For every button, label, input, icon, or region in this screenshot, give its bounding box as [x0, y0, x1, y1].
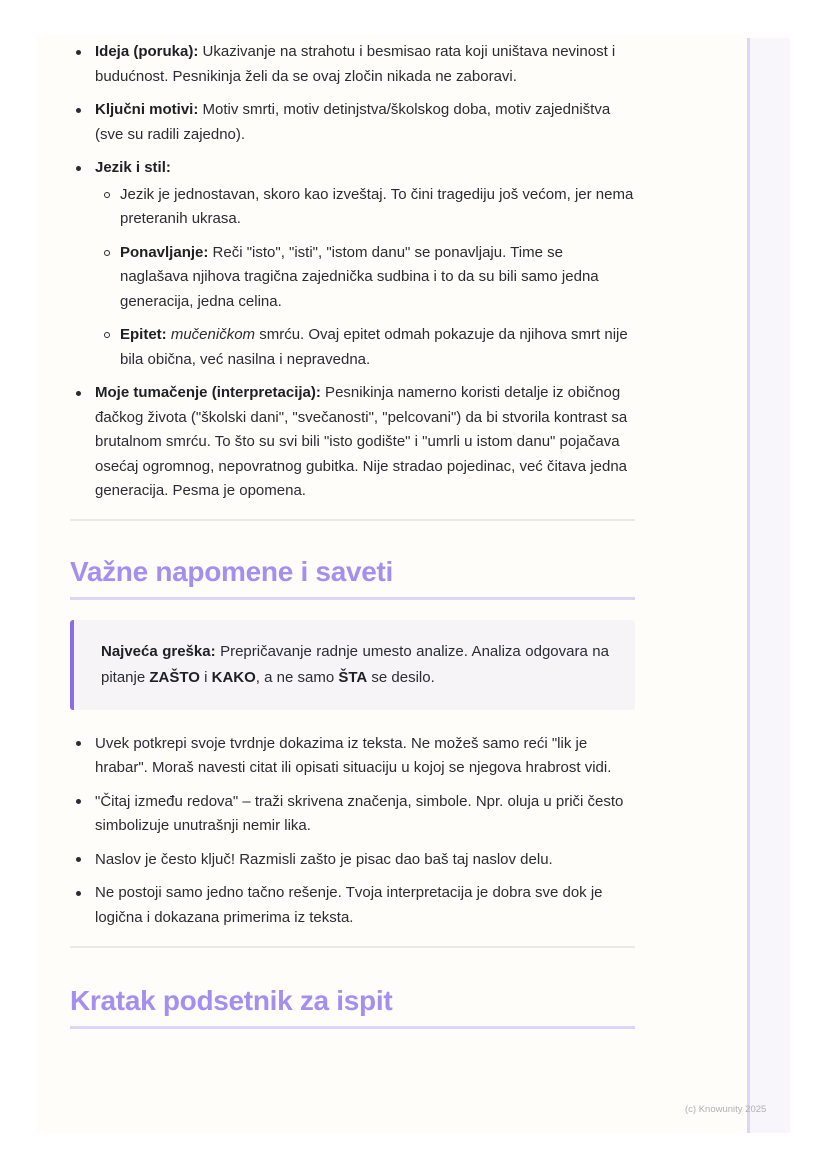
- callout-emphasis: ZAŠTO: [149, 668, 200, 686]
- style-sublist: [95, 183, 635, 373]
- sublist-item-simple-language: [95, 183, 635, 232]
- item-label: Ideja (poruka):: [95, 43, 199, 60]
- callout-text: Prepričavanje radnje umesto analize. Analiza odgovara na pitanje: [101, 642, 609, 686]
- sublist-item-repetition: [95, 241, 635, 315]
- list-item-language-style: [70, 156, 635, 372]
- callout-emphasis: KAKO: [211, 668, 256, 686]
- tip-item: Naslov je često ključ! Razmisli zašto je pisac dao baš taj naslov delu.: [70, 848, 635, 873]
- section-heading-exam-reminder: Kratak podsetnik za ispit: [70, 985, 393, 1016]
- side-margin-strip: [750, 38, 790, 1133]
- callout-text: se desilo.: [367, 668, 435, 686]
- section-divider: [70, 946, 635, 948]
- heading-underline: [70, 1026, 635, 1029]
- callout-text: , a ne samo: [255, 668, 339, 686]
- tip-item: Ne postoji samo jedno tačno rešenje. Tvoja interpretacija je dobra sve dok je logična i dokazana primerima iz teksta.: [70, 881, 635, 930]
- item-text: Motiv smrti, motiv detinjstva/školskog doba, motiv zajedništva (sve su radili zajedno).: [95, 101, 611, 143]
- document-content: [70, 40, 635, 1029]
- tip-item: Uvek potkrepi svoje tvrdnje dokazima iz teksta. Ne možeš samo reći "lik je hrabar". Moraš navesti citat ili opisati situaciju u kojoj se njegova hrabrost vidi.: [70, 732, 635, 781]
- item-label: Ponavljanje:: [120, 243, 209, 261]
- callout-text: i: [199, 668, 212, 686]
- heading-underline: [70, 597, 635, 600]
- item-label: Epitet:: [120, 326, 167, 343]
- list-item-idea: [70, 40, 635, 89]
- tip-item: "Čitaj između redova" – traži skrivena značenja, simbole. Npr. oluja u priči često simbolizuje unutrašnji nemir lika.: [70, 790, 635, 839]
- section-divider: [70, 519, 635, 521]
- section-heading-tips: Važne napomene i saveti: [70, 555, 394, 587]
- list-item-motifs: [70, 98, 635, 147]
- item-text: Pesnikinja namerno koristi detalje iz običnog đačkog života ("školski dani", "svečanosti", "pelcovani") da bi stvorila kontrast sa brutalnom smrću. To što su svi bili "isto godište" i "umrli u istom danu" pojačava osećaj ogromnog, nepovratnog gubitka. Nije stradao pojedinac, već čitava jedna generacija. Pesma je opomena.: [95, 384, 628, 499]
- item-text: Jezik je jednostavan, skoro kao izveštaj. To čini tragediju još većom, jer nema preteranih ukrasa.: [120, 185, 634, 227]
- sublist-item-epithet: [95, 323, 635, 372]
- list-item-interpretation: [70, 381, 635, 504]
- item-label: Ključni motivi:: [95, 101, 199, 118]
- callout-emphasis: ŠTA: [338, 668, 368, 686]
- callout-label: Najveća greška:: [101, 642, 216, 660]
- analysis-list: [70, 40, 635, 504]
- item-label: Jezik i stil:: [95, 159, 171, 176]
- item-text: smrću. Ovaj epitet odmah pokazuje da njihova smrt nije bila obična, već nasilna i nepravedna.: [120, 326, 628, 368]
- tips-list: [70, 732, 635, 931]
- item-text: Ukazivanje na strahotu i besmisao rata koji uništava nevinost i budućnost. Pesnikinja želi da se ovaj zločin nikada ne zaboravi.: [95, 43, 616, 85]
- item-label: Moje tumačenje (interpretacija):: [95, 384, 321, 401]
- copyright-footer: (c) Knowunity 2025: [685, 1104, 767, 1115]
- item-italic: mučeničkom: [170, 326, 256, 343]
- side-margin-line: [747, 38, 750, 1133]
- callout-biggest-mistake: [70, 620, 635, 710]
- item-text: Reči "isto", "isti", "istom danu" se ponavljaju. Time se naglašava njihova tragična zajednička sudbina i to da su bili samo jedna generacija, jedna celina.: [120, 243, 599, 310]
